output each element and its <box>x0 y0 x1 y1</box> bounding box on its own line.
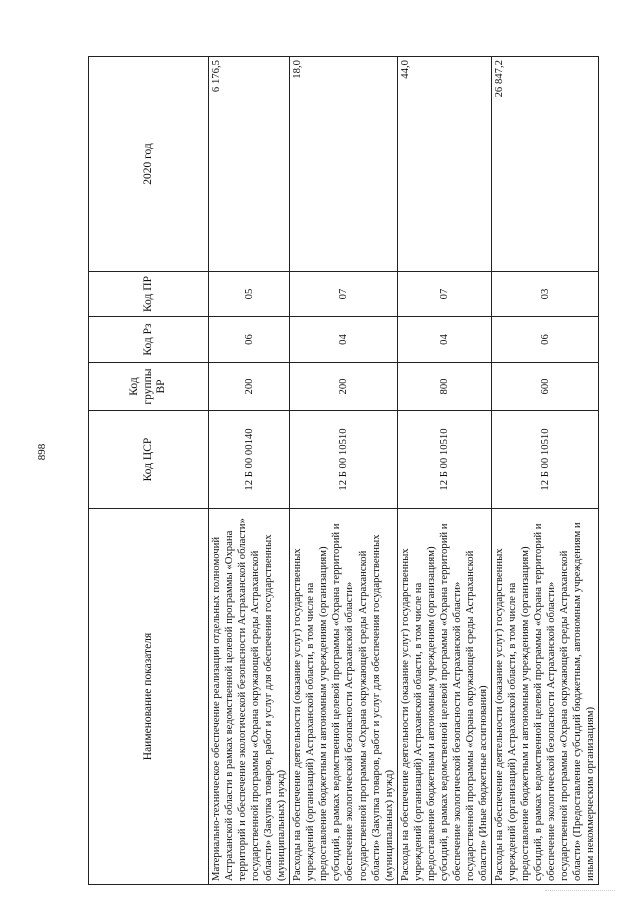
table-row <box>290 57 397 885</box>
row-pr: 07 <box>397 272 491 317</box>
row-vr: 200 <box>209 363 290 411</box>
budget-table <box>88 56 599 885</box>
row-csr: 12 Б 00 00140 <box>209 411 290 509</box>
row-pr: 03 <box>491 272 598 317</box>
budget-table-rotated <box>88 57 597 885</box>
table-header-row <box>89 57 209 885</box>
column-header-csr: Код ЦСР <box>89 411 209 509</box>
column-header-vr: Код группы ВР <box>89 363 209 411</box>
row-amount: 6 176,5 <box>209 57 290 272</box>
row-vr: 600 <box>491 363 598 411</box>
column-header-name: Наименование показателя <box>89 509 209 885</box>
row-name: Расходы на обеспечение деятельности (оказание услуг) государственных учреждений (организаций) Астраханской области, в том числе на предоставление бюджетным и автономным учреждениям (организациям) субсидий, в рамках ведомственной целевой программы «Охрана территорий и обеспечение экологической безопасности Астраханской области» государственной программы «Охрана окружающей среды Астраханской области» (Закупка товаров, работ и услуг для обеспечения государственных (муниципальных) нужд) <box>290 509 397 885</box>
row-name: Расходы на обеспечение деятельности (оказание услуг) государственных учреждений (организаций) Астраханской области, в том числе на предоставление бюджетным и автономным учреждениям (организациям) субсидий, в рамках ведомственной целевой программы «Охрана территорий и обеспечение экологической безопасности Астраханской области» государственной программы «Охрана окружающей среды Астраханской области» (Иные бюджетные ассигнования) <box>397 509 491 885</box>
row-rz: 06 <box>209 317 290 363</box>
row-vr: 800 <box>397 363 491 411</box>
row-name: Материально-техническое обеспечение реализации отдельных полномочий Астраханской области в рамках ведомственной целевой программы «Охрана территорий и обеспечение экологической безопасности Астраханской области» государственной программы «Охрана окружающей среды Астраханской области» (Закупка товаров, работ и услуг для обеспечения государственных (муниципальных) нужд) <box>209 509 290 885</box>
row-csr: 12 Б 00 10510 <box>491 411 598 509</box>
column-header-2020: 2020 год <box>89 57 209 272</box>
row-amount: 18,0 <box>290 57 397 272</box>
scan-artifact <box>545 890 615 895</box>
row-pr: 05 <box>209 272 290 317</box>
row-pr: 07 <box>290 272 397 317</box>
table-row <box>209 57 290 885</box>
row-amount: 44,0 <box>397 57 491 272</box>
row-csr: 12 Б 00 10510 <box>290 411 397 509</box>
column-header-pr: Код ПР <box>89 272 209 317</box>
row-rz: 04 <box>290 317 397 363</box>
table-row <box>397 57 491 885</box>
column-header-rz: Код Рз <box>89 317 209 363</box>
row-amount: 26 847,2 <box>491 57 598 272</box>
row-csr: 12 Б 00 10510 <box>397 411 491 509</box>
table-row <box>491 57 598 885</box>
page-number: 898 <box>36 443 48 461</box>
row-rz: 04 <box>397 317 491 363</box>
row-name: Расходы на обеспечение деятельности (оказание услуг) государственных учреждений (организаций) Астраханской области, в том числе на предоставление бюджетным и автономным учреждениям (организациям) субсидий, в рамках ведомственной целевой программы «Охрана территорий и обеспечение экологической безопасности Астраханской области» государственной программы «Охрана окружающей среды Астраханской области» (Предоставление субсидий бюджетным, автономным учреждениям и иным некоммерческим организациям) <box>491 509 598 885</box>
row-vr: 200 <box>290 363 397 411</box>
row-rz: 06 <box>491 317 598 363</box>
